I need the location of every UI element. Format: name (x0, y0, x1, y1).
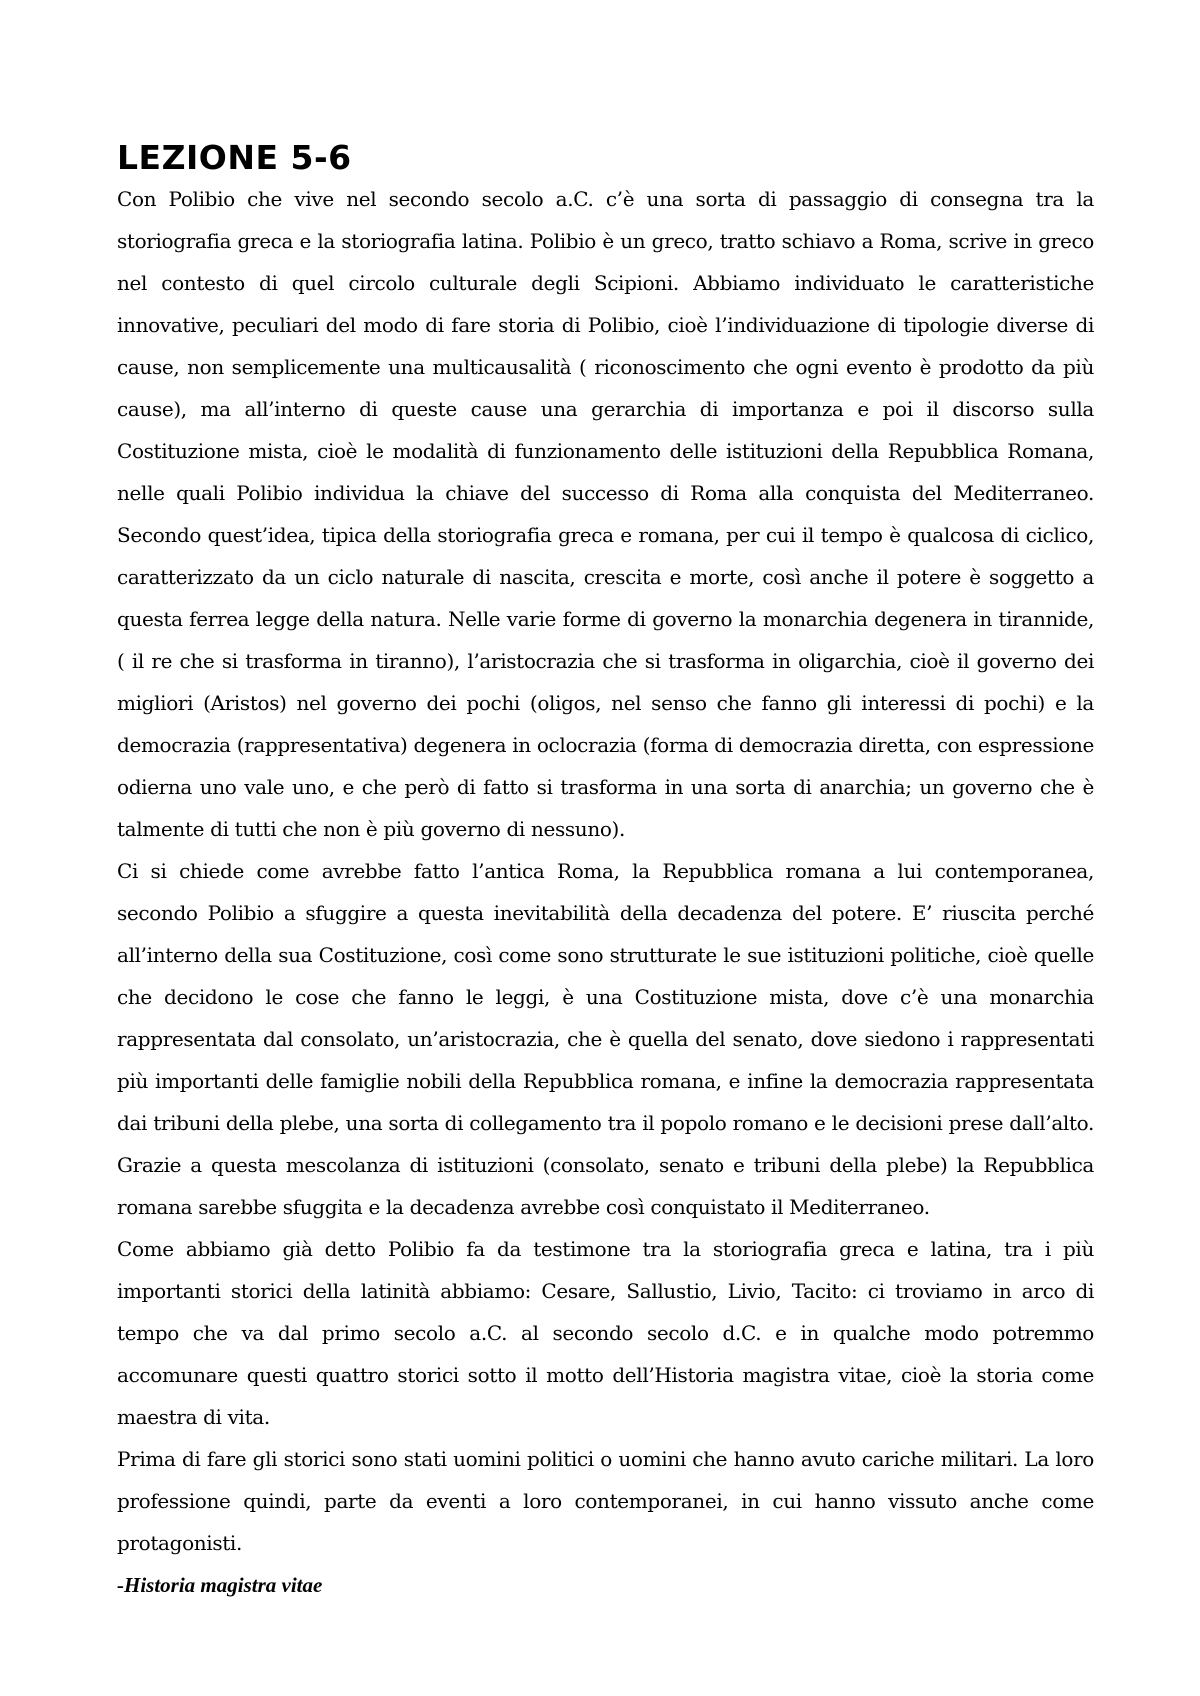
document-page (117, 138, 1094, 1606)
paragraph-polibio-intro: Con Polibio che vive nel secondo secolo a.C. c’è una sorta di passaggio di consegna tra la storiografia greca e la storiografia latina. Polibio è un greco, tratto schiavo a Roma, scrive in greco nel contesto di quel circolo culturale degli Scipioni. Abbiamo individuato le caratteristiche innovative, peculiari del modo di fare storia di Polibio, cioè l’individuazione di tipologie diverse di cause, non semplicemente una multicausalità ( riconoscimento che ogni evento è prodotto da più cause), ma all’interno di queste cause una gerarchia di importanza e poi il discorso sulla Costituzione mista, cioè le modalità di funzionamento delle istituzioni della Repubblica Romana, nelle quali Polibio individua la chiave del successo di Roma alla conquista del Mediterraneo. Secondo quest’idea, tipica della storiografia greca e romana, per cui il tempo è qualcosa di ciclico, caratterizzato da un ciclo naturale di nascita, crescita e morte, così anche il potere è soggetto a questa ferrea legge della natura. Nelle varie forme di governo la monarchia degenera in tirannide, ( il re che si trasforma in tiranno), l’aristocrazia che si trasforma in oligarchia, cioè il governo dei migliori (Aristos) nel governo dei pochi (oligos, nel senso che fanno gli interessi di pochi) e la democrazia (rappresentativa) degenera in oclocrazia (forma di democrazia diretta, con espressione odierna uno vale uno, e che però di fatto si trasforma in una sorta di anarchia; un governo che è talmente di tutti che non è più governo di nessuno). (117, 187, 1094, 841)
paragraph-storici-politici: Prima di fare gli storici sono stati uomini politici o uomini che hanno avuto cariche militari. La loro professione quindi, parte da eventi a loro contemporanei, in cui hanno vissuto anche come protagonisti. (117, 1447, 1094, 1555)
closing-heading: -Historia magistra vitae (117, 1573, 323, 1597)
paragraph-storici-latini: Come abbiamo già detto Polibio fa da testimone tra la storiografia greca e latina, tra i più importanti storici della latinità abbiamo: Cesare, Sallustio, Livio, Tacito: ci troviamo in arco di tempo che va dal primo secolo a.C. al secondo secolo d.C. e in qualche modo potremmo accomunare questi quattro storici sotto il motto dell’Historia magistra vitae, cioè la storia come maestra di vita. (117, 1237, 1094, 1429)
paragraph-roma-costituzione: Ci si chiede come avrebbe fatto l’antica Roma, la Repubblica romana a lui contemporanea, secondo Polibio a sfuggire a questa inevitabilità della decadenza del potere. E’ riuscita perché all’interno della sua Costituzione, così come sono strutturate le sue istituzioni politiche, cioè quelle che decidono le cose che fanno le leggi, è una Costituzione mista, dove c’è una monarchia rappresentata dal consolato, un’aristocrazia, che è quella del senato, dove siedono i rappresentati più importanti delle famiglie nobili della Repubblica romana, e infine la democrazia rappresentata dai tribuni della plebe, una sorta di collegamento tra il popolo romano e le decisioni prese dall’alto. Grazie a questa mescolanza di istituzioni (consolato, senato e tribuni della plebe) la Repubblica romana sarebbe sfuggita e la decadenza avrebbe così conquistato il Mediterraneo. (117, 859, 1094, 1219)
page-title: LEZIONE 5-6 (117, 138, 352, 177)
